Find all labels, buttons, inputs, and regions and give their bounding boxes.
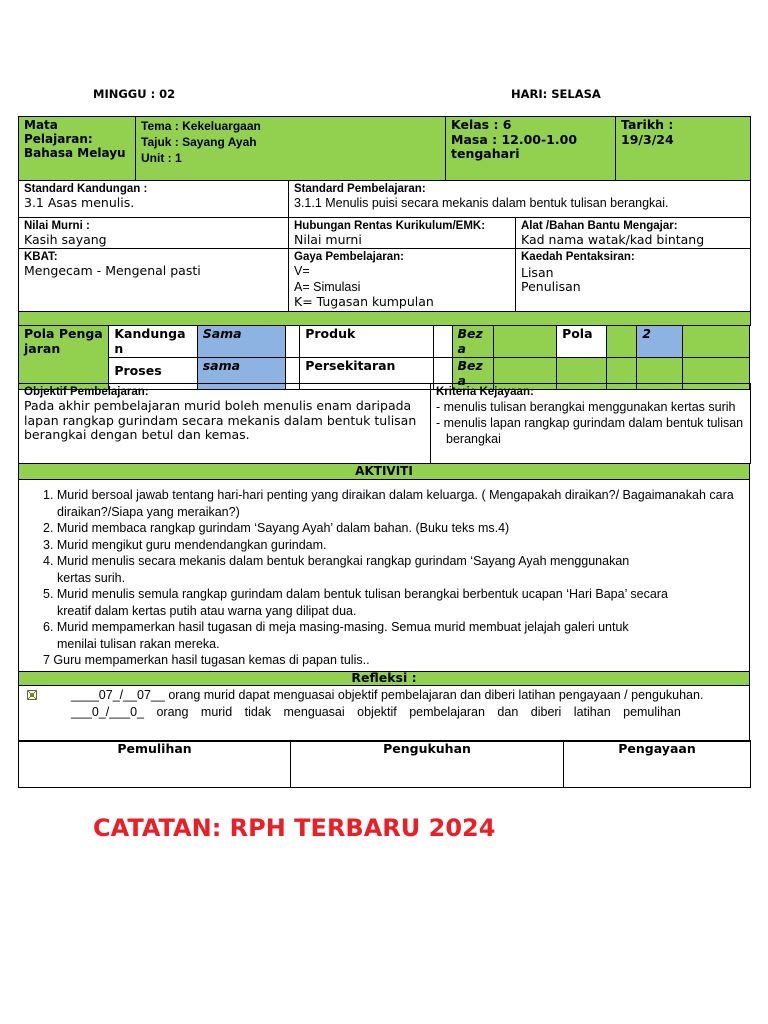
unit: Unit : 1 (141, 151, 182, 165)
nilai-value: Kasih sayang (24, 232, 107, 247)
week-label: MINGGU : 02 (93, 87, 176, 101)
refleksi-text-2: ___0_/___0_ orang murid tidak menguasai objektif pembelajaran dan diberi latihan pemulihan (71, 704, 681, 719)
sp-label: Standard Pembelajaran: (294, 183, 426, 195)
day-label: HARI: SELASA (511, 87, 601, 101)
aktiviti-item: 3. Murid mengikut guru mendendangkan gurindam. (43, 537, 327, 552)
lesson-plan-table (18, 116, 751, 326)
kbat-label: KBAT: (24, 251, 58, 263)
date-cell (616, 117, 751, 181)
pola-green-2 (606, 326, 636, 358)
sama-2: sama (197, 358, 285, 390)
masa: Masa : 12.00-1.00 tengahari (451, 131, 578, 161)
pola-value: 2 (637, 326, 683, 358)
subject-cell: Mata Pelajaran: Bahasa Melayu (19, 117, 136, 181)
sk-value: 3.1 Asas menulis. (24, 195, 135, 210)
refleksi-text-1: ____07_/__07__ orang murid dapat menguasai objektif pembelajaran dan diberi latihan pengayaan / pengukuhan. (71, 688, 704, 702)
checkbox-bullet-icon (49, 689, 59, 699)
aktiviti-table (18, 463, 750, 742)
class-cell (446, 117, 616, 181)
pengukuhan-cell: Pengukuhan (291, 741, 564, 788)
proses: Proses (109, 358, 197, 390)
aktiviti-item: 6. Murid mempamerkan hasil tugasan di meja masing-masing. Semua murid membuat jelajah galeri untuk menilai tulisan rakan mereka. (43, 620, 629, 651)
kaedah-cell (516, 249, 751, 312)
kandungan: Kandungan (109, 326, 197, 358)
kaedah-2: Penulisan (521, 279, 581, 294)
aktiviti-list (39, 487, 744, 669)
nilai-label: Nilai Murni : (24, 220, 90, 232)
aktiviti-item: 4. Murid menulis secara mekanis dalam bentuk berangkai rangkap gurindam ‘Sayang Ayah menggunakan kertas surih. (43, 554, 630, 585)
produk: Produk (300, 326, 434, 358)
standard-kandungan-cell (19, 181, 289, 218)
tema: Tema : Kekeluargaan (141, 119, 261, 133)
pola: Pola (557, 326, 607, 358)
refleksi-cell (19, 686, 750, 742)
tajuk: Tajuk : Sayang Ayah (141, 135, 257, 149)
gaya-k: K= Tugasan kumpulan (294, 294, 434, 309)
sk-label: Standard Kandungan : (24, 183, 148, 195)
green-spacer (19, 312, 751, 326)
pengayaan-cell: Pengayaan (564, 741, 751, 788)
refleksi-title: Refleksi : (19, 672, 750, 686)
emk-value: Nilai murni (294, 232, 362, 247)
sp-value: 3.1.1 Menulis puisi secara mekanis dalam bentuk tulisan berangkai. (294, 196, 669, 210)
kaedah-label: Kaedah Pentaksiran: (521, 251, 635, 263)
gaya-cell (289, 249, 516, 312)
aktiviti-item: 5. Murid menulis semula rangkap gurindam dalam bentuk tulisan berangkai berbentuk ucapan ‘Hari Bapa’ secara kreatif dalam kertas putih atau warna yang dilipat dua. (43, 587, 668, 618)
gaya-a: A= Simulasi (294, 279, 361, 294)
aktiviti-title: AKTIVITI (19, 464, 750, 480)
kriteria-label: Kriteria Kejayaan: (436, 386, 534, 398)
alat-label: Alat /Bahan Bantu Mengajar: (521, 220, 678, 232)
pola-green-3 (682, 326, 749, 358)
alat-value: Kad nama watak/kad bintang (521, 232, 705, 247)
refleksi-line-1 (49, 688, 743, 703)
pola-table (18, 325, 750, 390)
objektif-label: Objektif Pembelajaran: (24, 386, 149, 398)
emk-cell (289, 218, 516, 249)
pemulihan-cell: Pemulihan (19, 741, 291, 788)
kelas: Kelas : 6 (451, 117, 512, 132)
pola-empty-2 (434, 326, 452, 358)
checkbox-bullet-icon (49, 706, 59, 716)
kaedah-1: Lisan (521, 265, 554, 280)
tarikh-label: Tarikh : (621, 117, 674, 132)
standard-pembelajaran-cell (289, 181, 751, 218)
kriteria-cell (431, 384, 751, 464)
aktiviti-item: 2. Murid membaca rangkap gurindam ‘Sayang Ayah’ dalam bahan. (Buku teks ms.4) (43, 521, 510, 535)
pola-green-1 (494, 326, 557, 358)
theme-cell (136, 117, 446, 181)
tarikh: 19/3/24 (621, 131, 674, 147)
gaya-label: Gaya Pembelajaran: (294, 251, 404, 263)
pola-empty-1 (286, 326, 300, 358)
sama-1: Sama (197, 326, 285, 358)
refleksi-line-2 (49, 705, 743, 720)
kriteria-1: - menulis tulisan berangkai menggunakan kertas surih (436, 400, 736, 414)
aktiviti-item: 1. Murid bersoal jawab tentang hari-hari penting yang diraikan dalam keluarga. ( Mengapakah diraikan?/ Bagaimanakah cara diraikan?/Siapa yang meraikan?) (43, 488, 734, 519)
objektif-text: Pada akhir pembelajaran murid boleh menulis enam daripada lapan rangkap gurindam secara mekanis dalam bentuk tulisan berangkai dengan betul dan kemas. (24, 398, 417, 442)
kbat-cell (19, 249, 289, 312)
aktiviti-list-cell (19, 480, 750, 672)
objektif-table (18, 383, 751, 464)
catatan-note: CATATAN: RPH TERBARU 2024 (93, 814, 496, 842)
footer-table (18, 740, 751, 788)
beza-2: Beza (452, 358, 494, 390)
persekitaran: Persekitaran (300, 358, 434, 390)
pola-label: Pola Pengajaran (19, 326, 109, 390)
beza-1: Beza (452, 326, 494, 358)
aktiviti-item: 7 Guru mempamerkan hasil tugasan kemas di papan tulis.. (43, 653, 370, 667)
kriteria-2: - menulis lapan rangkap gurindam dalam bentuk tulisan berangkai (436, 416, 744, 446)
objektif-cell (19, 384, 431, 464)
kbat-value: Mengecam - Mengenal pasti (24, 263, 201, 278)
gaya-v: V= (294, 264, 310, 278)
emk-label: Hubungan Rentas Kurikulum/EMK: (294, 220, 486, 232)
nilai-murni-cell (19, 218, 289, 249)
alat-cell (516, 218, 751, 249)
